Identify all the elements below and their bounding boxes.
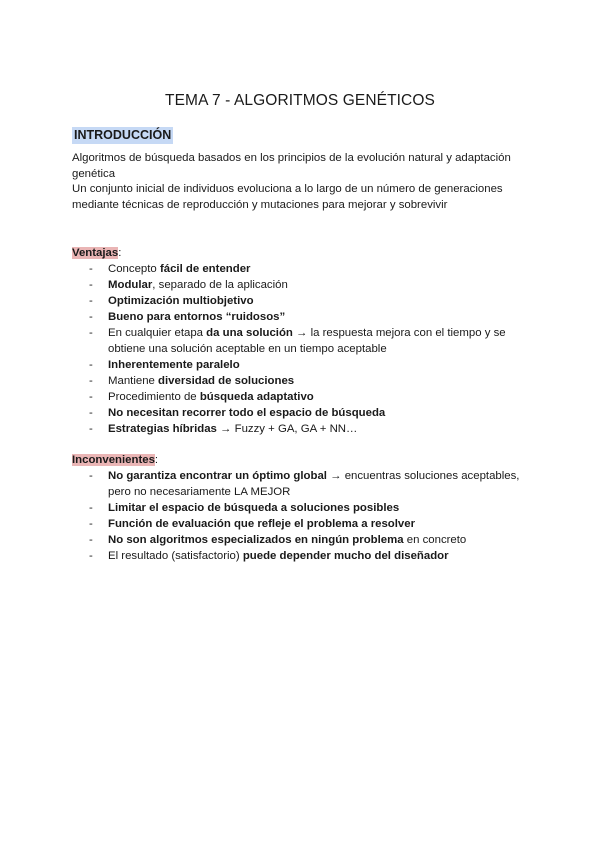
item-text-bold: No son algoritmos especializados en ningún problema [108, 534, 404, 546]
bullet-dash: - [89, 311, 93, 323]
ventajas-list-item [0, 405, 528, 421]
bullet-dash: - [89, 391, 93, 403]
item-text-bold: puede depender mucho del diseñador [242, 550, 449, 562]
item-text-pre: El resultado (satisfactorio) [108, 550, 243, 562]
item-text-bold: diversidad de soluciones [158, 375, 295, 387]
ventajas-list-item [0, 277, 528, 293]
ventajas-label: Ventajas [72, 247, 119, 259]
item-text-pre: Mantiene [108, 375, 159, 387]
ventajas-list-item [0, 325, 528, 357]
item-text-post: → la respuesta mejora con el tiempo y se obtiene una solución aceptable en un tiempo aceptable [108, 327, 506, 355]
item-text-bold: búsqueda adaptativo [199, 391, 314, 403]
ventajas-list-item [0, 293, 528, 309]
item-text-bold: Inherentemente paralelo [108, 359, 240, 371]
ventajas-list-item [0, 389, 528, 405]
ventajas-list-item [0, 309, 528, 325]
inconvenientes-colon: : [154, 454, 159, 466]
inconvenientes-label: Inconvenientes [72, 454, 155, 466]
inconvenientes-list [0, 468, 600, 564]
item-text-bold: Función de evaluación que refleje el problema a resolver [108, 518, 416, 530]
item-text-bold: Modular [108, 279, 153, 291]
item-text-pre: Procedimiento de [108, 391, 200, 403]
bullet-dash: - [89, 534, 93, 546]
bullet-dash: - [89, 359, 93, 371]
intro-heading: INTRODUCCIÓN [74, 128, 172, 142]
intro-paragraph-1: Algoritmos de búsqueda basados en los principios de la evolución natural y adaptación genética [72, 152, 511, 180]
ventajas-colon: : [118, 247, 122, 259]
bullet-dash: - [89, 263, 93, 275]
page-title: TEMA 7 - ALGORITMOS GENÉTICOS [165, 92, 435, 109]
bullet-dash: - [89, 375, 93, 387]
ventajas-list-item [0, 373, 528, 389]
bullet-dash: - [89, 327, 93, 339]
inconvenientes-heading [72, 452, 158, 468]
inconvenientes-list-item [0, 500, 528, 516]
bullet-dash: - [89, 518, 93, 530]
item-text-bold: Estrategias híbridas [108, 423, 217, 435]
ventajas-list-item [0, 421, 528, 437]
inconvenientes-list-item [0, 468, 528, 500]
ventajas-list-item [0, 357, 528, 373]
bullet-dash: - [89, 470, 93, 482]
item-text-bold: fácil de entender [159, 263, 251, 275]
item-text-bold: Bueno para entornos “ruidosos” [108, 311, 286, 323]
ventajas-heading [72, 245, 121, 261]
bullet-dash: - [89, 502, 93, 514]
ventajas-list-item [0, 261, 528, 277]
inconvenientes-list-item [0, 548, 528, 564]
item-text-bold: No necesitan recorrer todo el espacio de búsqueda [108, 407, 386, 419]
item-text-bold: da una solución [206, 327, 293, 339]
item-text-post: en concreto [403, 534, 467, 546]
item-text-pre: En cualquier etapa [108, 327, 207, 339]
item-text-bold: No garantiza encontrar un óptimo global [108, 470, 327, 482]
bullet-dash: - [89, 550, 93, 562]
inconvenientes-list-item [0, 532, 528, 548]
item-text-post: , separado de la aplicación [152, 279, 288, 291]
item-text-pre: Concepto [108, 263, 160, 275]
bullet-dash: - [89, 407, 93, 419]
bullet-dash: - [89, 295, 93, 307]
bullet-dash: - [89, 279, 93, 291]
item-text-bold: Optimización multiobjetivo [108, 295, 254, 307]
item-text-post: → encuentras soluciones aceptables, pero no necesariamente LA MEJOR [108, 470, 520, 498]
item-text-post: → Fuzzy + GA, GA + NN… [216, 423, 358, 435]
intro-paragraph-2: Un conjunto inicial de individuos evoluciona a lo largo de un número de generaciones mediante técnicas de reproducción y mutaciones para mejorar y sobrevivir [72, 183, 503, 211]
inconvenientes-list-item [0, 516, 528, 532]
item-text-bold: Limitar el espacio de búsqueda a soluciones posibles [108, 502, 400, 514]
ventajas-list [0, 261, 600, 437]
bullet-dash: - [89, 423, 93, 435]
